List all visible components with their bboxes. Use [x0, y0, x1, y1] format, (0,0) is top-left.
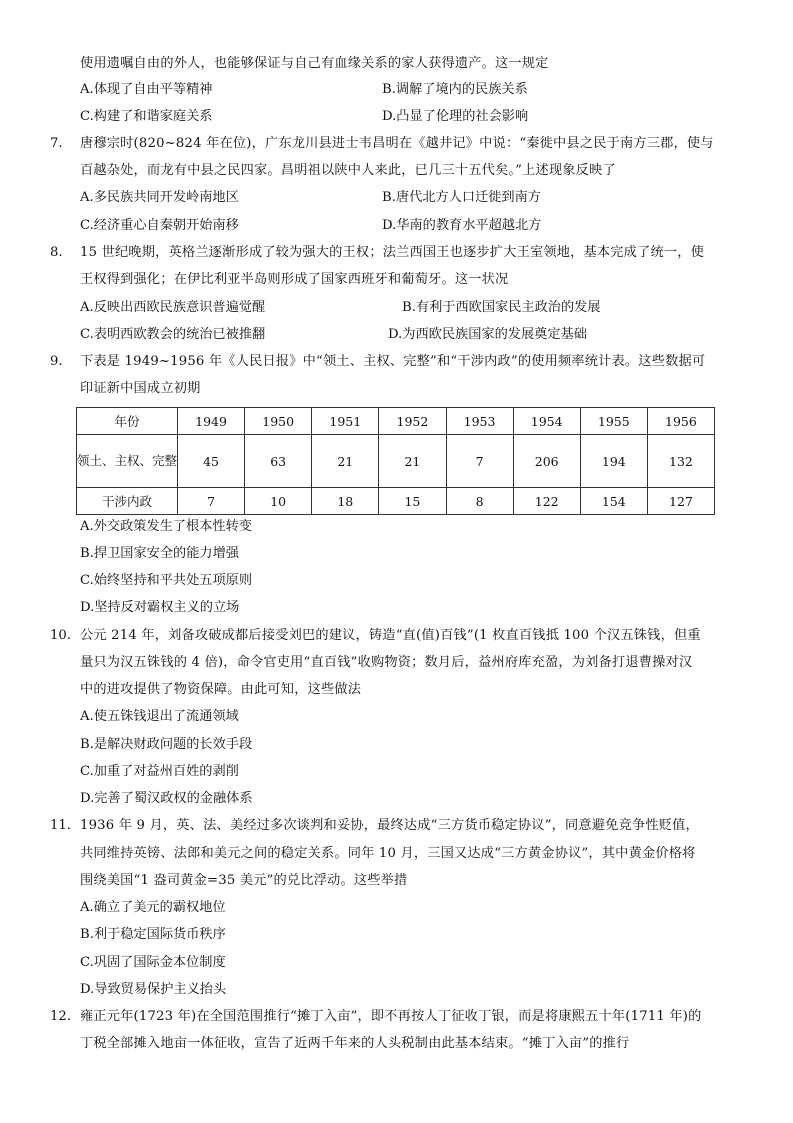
- q12-stem-line-2: 丁税全部摊入地亩一体征收，宣告了近两千年来的人头税制由此基本结束。“摊丁入亩”的推行: [80, 1036, 630, 1051]
- table-cell: 127: [647, 488, 714, 515]
- q11-option-d: D.导致贸易保护主义抬头: [80, 982, 227, 997]
- q7-option-c: C.经济重心自秦朝开始南移: [80, 218, 239, 233]
- q9-stem-line-2: 印证新中国成立初期: [80, 381, 201, 396]
- q9-option-b: B.捍卫国家安全的能力增强: [80, 546, 239, 561]
- q9-option-a: A.外交政策发生了根本性转变: [80, 519, 252, 534]
- table-cell: 10: [245, 488, 312, 515]
- q12-stem-line-1: 雍正元年(1723 年)在全国范围推行“摊丁入亩”，即不再按人丁征收丁银，而是将康熙五十年(1711 年)的: [80, 1009, 702, 1024]
- table-row: [77, 435, 715, 488]
- q8-number: 8.: [50, 245, 63, 260]
- q6-option-c: C.构建了和谐家庭关系: [80, 109, 213, 124]
- table-cell: 7: [446, 435, 513, 488]
- q11-option-b: B.利于稳定国际货币秩序: [80, 927, 226, 942]
- q6-option-d: D.凸显了伦理的社会影响: [382, 109, 529, 124]
- q11-number: 11.: [50, 818, 71, 833]
- q9-option-d: D.坚持反对霸权主义的立场: [80, 600, 240, 615]
- q7-option-a: A.多民族共同开发岭南地区: [80, 190, 239, 205]
- q10-option-c: C.加重了对益州百姓的剥削: [80, 764, 239, 779]
- frequency-table: [76, 407, 715, 515]
- q11-stem-line-2: 共同维持英镑、法郎和美元之间的稳定关系。同年 10 月，三国又达成“三方黄金协议”，其中黄金价格将: [80, 846, 696, 861]
- q12-number: 12.: [50, 1009, 71, 1024]
- q8-stem-line-1: 15 世纪晚期，英格兰逐渐形成了较为强大的王权；法兰西国王也逐步扩大王室领地，基本完成了统一，使: [80, 245, 705, 260]
- table-cell: 45: [178, 435, 245, 488]
- q7-option-b: B.唐代北方人口迁徙到南方: [382, 190, 541, 205]
- q11-stem-line-3: 围绕美国“1 盎司黄金=35 美元”的兑比浮动。这些举措: [80, 873, 408, 888]
- table-cell: 1956: [647, 408, 714, 435]
- q7-number: 7.: [50, 136, 63, 151]
- q10-stem-line-1: 公元 214 年，刘备攻破成都后接受刘巴的建议，铸造“直(值)百钱”(1 枚直百钱抵 100 个汉五铢钱，但重: [80, 628, 701, 643]
- q9-option-c: C.始终坚持和平共处五项原则: [80, 573, 253, 588]
- q10-option-d: D.完善了蜀汉政权的金融体系: [80, 791, 253, 806]
- table-row: [77, 408, 715, 435]
- table-row-label: 领土、主权、完整: [77, 435, 178, 488]
- q8-option-b: B.有利于西欧国家民主政治的发展: [402, 300, 601, 315]
- table-cell: 8: [446, 488, 513, 515]
- table-cell: 206: [513, 435, 580, 488]
- table-row-label: 干涉内政: [77, 488, 178, 515]
- table-row: [77, 488, 715, 515]
- table-cell: 1950: [245, 408, 312, 435]
- table-cell: 1953: [446, 408, 513, 435]
- table-cell: 1951: [312, 408, 379, 435]
- q9-number: 9.: [50, 354, 63, 369]
- q7-stem-line-2: 百越杂处，而龙有中县之民四家。昌明祖以陕中人来此，已几三十五代矣。”上述现象反映了: [80, 163, 616, 178]
- q8-option-a: A.反映出西欧民族意识普遍觉醒: [80, 300, 266, 315]
- q8-stem-line-2: 王权得到强化；在伊比利亚半岛则形成了国家西班牙和葡萄牙。这一状况: [80, 272, 509, 287]
- q6-stem-tail: 使用遗嘱自由的外人，也能够保证与自己有血缘关系的家人获得遗产。这一规定: [80, 56, 549, 71]
- q11-stem-line-1: 1936 年 9 月，英、法、美经过多次谈判和妥协，最终达成“三方货币稳定协议”，同意避免竞争性贬值，: [80, 818, 699, 833]
- table-cell: 1955: [580, 408, 647, 435]
- table-cell: 1954: [513, 408, 580, 435]
- q6-option-b: B.调解了境内的民族关系: [382, 82, 528, 97]
- q10-stem-line-2: 量只为汉五铢钱的 4 倍)，命令官吏用“直百钱”收购物资；数月后，益州府库充盈，为刘备打退曹操对汉: [80, 655, 693, 670]
- q11-option-a: A.确立了美元的霸权地位: [80, 900, 226, 915]
- q10-option-b: B.是解决财政问题的长效手段: [80, 737, 253, 752]
- table-cell: 154: [580, 488, 647, 515]
- table-cell: 1952: [379, 408, 446, 435]
- q7-stem-line-1: 唐穆宗时(820~824 年在位)，广东龙川县进士韦昌明在《越井记》中说：“秦徙中县之民于南方三郡，使与: [80, 136, 714, 151]
- table-cell: 1949: [178, 408, 245, 435]
- q8-option-d: D.为西欧民族国家的发展奠定基础: [388, 327, 587, 342]
- table-cell: 7: [178, 488, 245, 515]
- table-cell: 18: [312, 488, 379, 515]
- q8-option-c: C.表明西欧教会的统治已被推翻: [80, 327, 266, 342]
- table-cell: 21: [312, 435, 379, 488]
- table-header-year: 年份: [77, 408, 178, 435]
- q10-number: 10.: [50, 628, 71, 643]
- table-cell: 122: [513, 488, 580, 515]
- q10-stem-line-3: 中的进攻提供了物资保障。由此可知，这些做法: [80, 682, 362, 697]
- q10-option-a: A.使五铢钱退出了流通领域: [80, 709, 239, 724]
- table-cell: 132: [647, 435, 714, 488]
- table-cell: 21: [379, 435, 446, 488]
- q9-stem-line-1: 下表是 1949~1956 年《人民日报》中“领土、主权、完整”和“干涉内政”的使用频率统计表。这些数据可: [80, 354, 706, 369]
- table-cell: 194: [580, 435, 647, 488]
- q6-option-a: A.体现了自由平等精神: [80, 82, 213, 97]
- q11-option-c: C.巩固了国际金本位制度: [80, 955, 226, 970]
- q7-option-d: D.华南的教育水平超越北方: [382, 218, 542, 233]
- table-cell: 63: [245, 435, 312, 488]
- table-cell: 15: [379, 488, 446, 515]
